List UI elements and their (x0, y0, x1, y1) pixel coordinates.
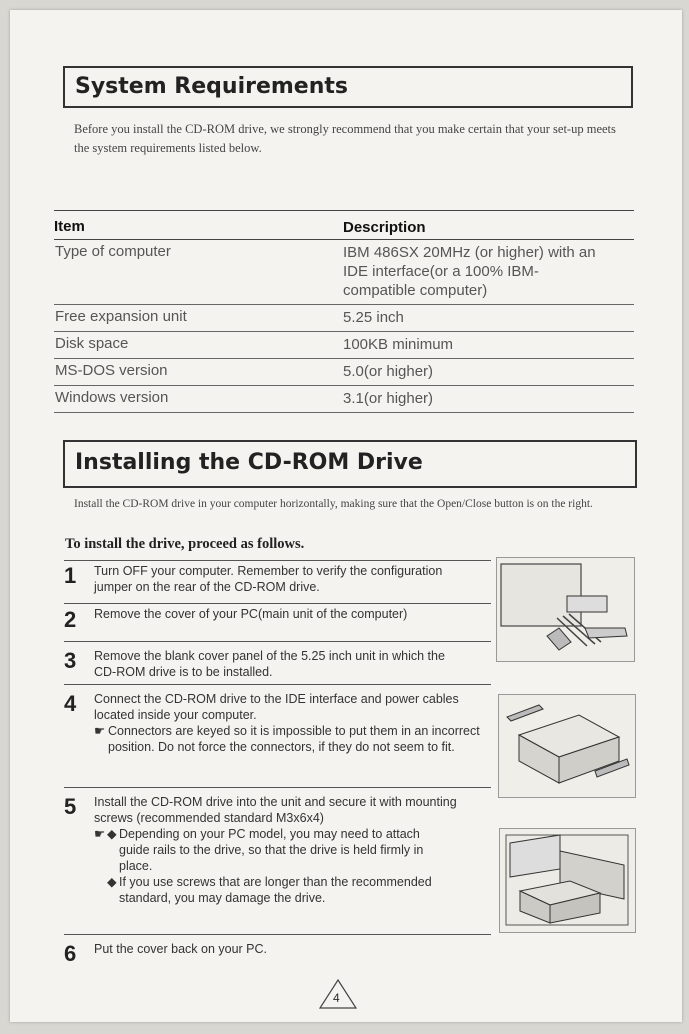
page-number-box (318, 978, 358, 1010)
table-cell-item: Free expansion unit (54, 305, 343, 332)
diamond-bullet-icon: ◆ (107, 875, 117, 889)
step-text (94, 691, 489, 755)
table-header-description: Description (343, 211, 634, 240)
procedure-heading: To install the drive, proceed as follows. (65, 536, 305, 552)
table-row (54, 240, 634, 305)
table-cell-description: 3.1(or higher) (343, 386, 634, 413)
table-cell-description: 5.0(or higher) (343, 359, 634, 386)
table-cell-item: MS-DOS version (54, 359, 343, 386)
table-cell-description: 100KB minimum (343, 332, 634, 359)
table-header-item: Item (54, 211, 343, 240)
section-title-box (63, 66, 633, 108)
illustration-drive-rails (498, 694, 636, 798)
step-text: Remove the blank cover panel of the 5.25 inch unit in which the CD-ROM drive is to be installed. (94, 649, 445, 679)
table-header-row (54, 211, 634, 240)
step-number: 2 (64, 607, 77, 632)
table-row (54, 386, 634, 413)
section-intro: Before you install the CD-ROM drive, we strongly recommend that you make certain that your set-up meets the system requirements listed below. (74, 122, 616, 155)
step-number: 6 (64, 941, 77, 966)
step-note (94, 826, 469, 874)
table-row (54, 332, 634, 359)
page-number: 4 (333, 991, 340, 1005)
step-4 (64, 685, 491, 788)
table-cell-description: IBM 486SX 20MHz (or higher) with an IDE interface(or a 100% IBM-compatible computer) (343, 240, 634, 305)
step-text (94, 794, 469, 906)
table-cell-description: 5.25 inch (343, 305, 634, 332)
step-note-text: If you use screws that are longer than the recommended standard, you may damage the drive. (119, 875, 432, 905)
step-note-text: Depending on your PC model, you may need to attach guide rails to the drive, so that the drive is held firmly in place. (119, 827, 424, 873)
table-row (54, 305, 634, 332)
section-title: System Requirements (75, 74, 349, 99)
section-title: Installing the CD-ROM Drive (75, 450, 423, 475)
step-6 (64, 935, 491, 965)
step-number: 4 (64, 691, 77, 716)
requirements-table (54, 210, 634, 413)
step-text: Put the cover back on your PC. (94, 942, 268, 956)
diamond-bullet-icon: ◆ (107, 827, 117, 841)
step-number: 1 (64, 563, 77, 588)
hand-pointer-icon: ☛ (94, 827, 106, 841)
illustration-drive-mounting (499, 828, 636, 933)
table-row (54, 359, 634, 386)
table-cell-item: Type of computer (54, 240, 343, 305)
step-1 (64, 560, 491, 604)
step-note (94, 723, 489, 755)
step-3 (64, 642, 491, 685)
step-2 (64, 603, 491, 642)
step-text: Remove the cover of your PC(main unit of the computer) (94, 607, 408, 621)
step-main-text: Connect the CD-ROM drive to the IDE interface and power cables located inside your computer. (94, 692, 459, 722)
illustration-drive-jumper (496, 557, 635, 662)
step-main-text: Install the CD-ROM drive into the unit and secure it with mounting screws (recommended standard M3x6x4) (94, 795, 457, 825)
section-intro: Install the CD-ROM drive in your computer horizontally, making sure that the Open/Close button is on the right. (74, 498, 593, 510)
step-note-text: Connectors are keyed so it is impossible to put them in an incorrect position. Do not force the connectors, if they do not seem to fit. (108, 724, 480, 754)
table-cell-item: Windows version (54, 386, 343, 413)
step-text: Turn OFF your computer. Remember to verify the configuration jumper on the rear of the CD-ROM drive. (94, 564, 443, 594)
section-title-box (63, 440, 637, 488)
table-cell-item: Disk space (54, 332, 343, 359)
step-note (94, 874, 469, 906)
hand-pointer-icon: ☛ (94, 724, 106, 738)
step-number: 3 (64, 648, 77, 673)
step-5 (64, 788, 491, 935)
step-number: 5 (64, 794, 77, 819)
